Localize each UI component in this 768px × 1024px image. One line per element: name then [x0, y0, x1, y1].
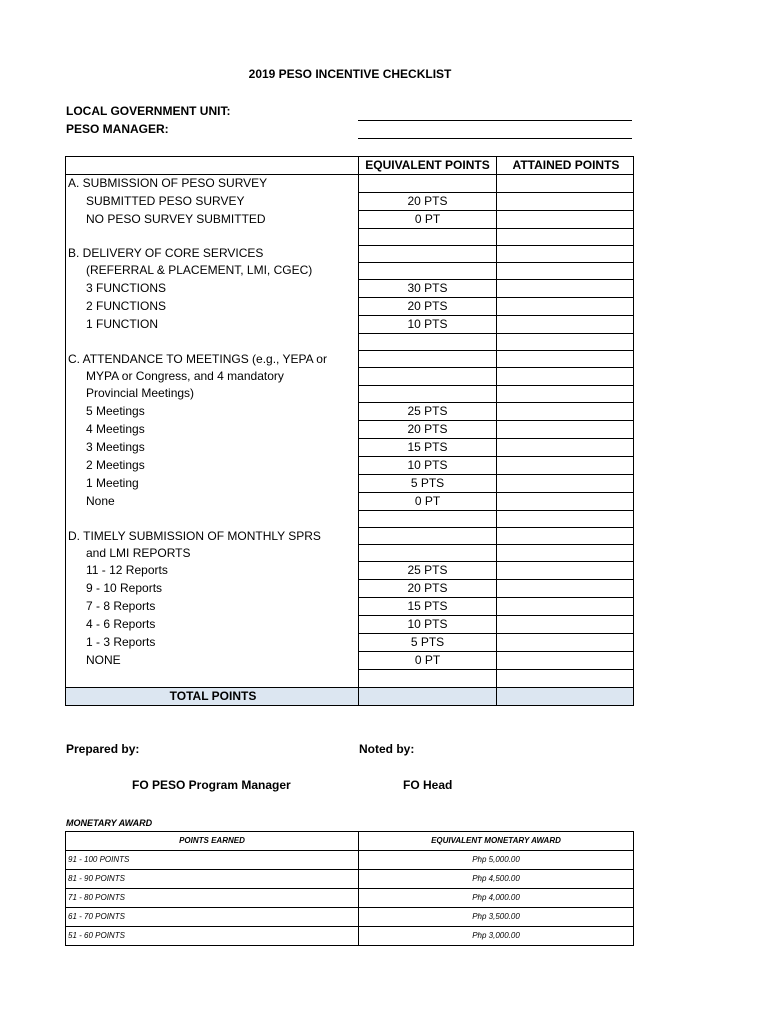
criteria-label: 4 - 6 Reports: [66, 616, 359, 634]
criteria-label: [66, 228, 359, 245]
equivalent-points-cell: 10 PTS: [359, 456, 497, 474]
table-row: [66, 580, 634, 598]
equivalent-points-cell: 0 PT: [359, 492, 497, 510]
attained-points-cell[interactable]: [497, 351, 634, 368]
attained-points-cell[interactable]: [497, 580, 634, 598]
criteria-label: 4 Meetings: [66, 420, 359, 438]
criteria-label: C. ATTENDANCE TO MEETINGS (e.g., YEPA or: [66, 351, 359, 368]
table-row: [66, 351, 634, 368]
table-row: [66, 298, 634, 316]
attained-points-cell[interactable]: [497, 420, 634, 438]
attained-points-cell[interactable]: [497, 228, 634, 245]
checklist-table: [65, 156, 634, 706]
table-row: [66, 634, 634, 652]
equivalent-points-cell: 5 PTS: [359, 474, 497, 492]
attained-points-cell[interactable]: [497, 316, 634, 334]
table-row: [66, 492, 634, 510]
table-row: [66, 245, 634, 262]
column-header-item: [66, 157, 359, 175]
criteria-label: A. SUBMISSION OF PESO SURVEY: [66, 175, 359, 193]
table-row: [66, 210, 634, 228]
equivalent-points-cell: 20 PTS: [359, 420, 497, 438]
table-row: [66, 334, 634, 351]
table-row: [66, 262, 634, 279]
criteria-label: D. TIMELY SUBMISSION OF MONTHLY SPRS: [66, 528, 359, 545]
table-row: [66, 456, 634, 474]
table-row: [66, 280, 634, 298]
equivalent-points-cell: 30 PTS: [359, 280, 497, 298]
criteria-label: 7 - 8 Reports: [66, 598, 359, 616]
peso-manager-field-line[interactable]: [358, 138, 632, 139]
criteria-label: 3 Meetings: [66, 438, 359, 456]
attained-points-cell[interactable]: [497, 474, 634, 492]
equivalent-points-cell: 0 PT: [359, 652, 497, 670]
equivalent-points-cell: 15 PTS: [359, 598, 497, 616]
page-title: 2019 PESO INCENTIVE CHECKLIST: [248, 67, 452, 81]
noted-by-name: FO Head: [403, 778, 453, 792]
points-earned-cell: 91 - 100 POINTS: [66, 851, 359, 870]
monetary-row: [66, 927, 634, 946]
peso-manager-label: PESO MANAGER:: [66, 122, 169, 136]
prepared-by-label: Prepared by:: [66, 742, 140, 756]
table-row: [66, 510, 634, 527]
monetary-award-cell: Php 3,000.00: [359, 927, 634, 946]
total-equivalent-cell: [359, 687, 497, 705]
equivalent-points-cell: [359, 385, 497, 402]
monetary-award-cell: Php 4,500.00: [359, 870, 634, 889]
attained-points-cell[interactable]: [497, 175, 634, 193]
attained-points-cell[interactable]: [497, 598, 634, 616]
lgu-field-line[interactable]: [358, 120, 632, 121]
table-row: [66, 420, 634, 438]
table-row: [66, 528, 634, 545]
table-row: [66, 545, 634, 562]
monetary-header-row: [66, 832, 634, 851]
equivalent-points-cell: [359, 262, 497, 279]
column-header-monetary-award: EQUIVALENT MONETARY AWARD: [359, 832, 634, 851]
criteria-label: 2 FUNCTIONS: [66, 298, 359, 316]
attained-points-cell[interactable]: [497, 334, 634, 351]
table-row: [66, 474, 634, 492]
criteria-label: 1 - 3 Reports: [66, 634, 359, 652]
criteria-label: (REFERRAL & PLACEMENT, LMI, CGEC): [66, 262, 359, 279]
table-row: [66, 316, 634, 334]
table-row: [66, 562, 634, 580]
criteria-label: SUBMITTED PESO SURVEY: [66, 192, 359, 210]
equivalent-points-cell: [359, 245, 497, 262]
criteria-label: and LMI REPORTS: [66, 545, 359, 562]
monetary-award-cell: Php 5,000.00: [359, 851, 634, 870]
table-row: [66, 368, 634, 385]
equivalent-points-cell: [359, 351, 497, 368]
noted-by-label: Noted by:: [359, 742, 415, 756]
monetary-award-cell: Php 3,500.00: [359, 908, 634, 927]
monetary-row: [66, 889, 634, 908]
attained-points-cell[interactable]: [497, 616, 634, 634]
monetary-row: [66, 851, 634, 870]
equivalent-points-cell: 10 PTS: [359, 616, 497, 634]
criteria-label: 3 FUNCTIONS: [66, 280, 359, 298]
monetary-award-cell: Php 4,000.00: [359, 889, 634, 908]
monetary-award-table: [65, 831, 634, 946]
equivalent-points-cell: 15 PTS: [359, 438, 497, 456]
attained-points-cell[interactable]: [497, 298, 634, 316]
monetary-row: [66, 870, 634, 889]
criteria-label: NO PESO SURVEY SUBMITTED: [66, 210, 359, 228]
column-header-equivalent-points: EQUIVALENT POINTS: [359, 157, 497, 175]
equivalent-points-cell: [359, 528, 497, 545]
attained-points-cell[interactable]: [497, 634, 634, 652]
table-row: [66, 175, 634, 193]
attained-points-cell[interactable]: [497, 545, 634, 562]
attained-points-cell[interactable]: [497, 562, 634, 580]
table-header-row: [66, 157, 634, 175]
criteria-label: 2 Meetings: [66, 456, 359, 474]
table-row: [66, 670, 634, 687]
monetary-row: [66, 908, 634, 927]
total-attained-cell[interactable]: [497, 687, 634, 705]
monetary-award-title: MONETARY AWARD: [66, 818, 153, 828]
equivalent-points-cell: 5 PTS: [359, 634, 497, 652]
equivalent-points-cell: [359, 545, 497, 562]
prepared-by-name: FO PESO Program Manager: [132, 778, 291, 792]
table-row: [66, 598, 634, 616]
points-earned-cell: 81 - 90 POINTS: [66, 870, 359, 889]
table-row: [66, 616, 634, 634]
table-row: [66, 402, 634, 420]
attained-points-cell[interactable]: [497, 510, 634, 527]
lgu-label: LOCAL GOVERNMENT UNIT:: [66, 104, 231, 118]
criteria-label: [66, 670, 359, 687]
equivalent-points-cell: [359, 510, 497, 527]
table-row: [66, 652, 634, 670]
column-header-attained-points: ATTAINED POINTS: [497, 157, 634, 175]
table-row: [66, 438, 634, 456]
points-earned-cell: 61 - 70 POINTS: [66, 908, 359, 927]
table-row: [66, 192, 634, 210]
attained-points-cell[interactable]: [497, 368, 634, 385]
attained-points-cell[interactable]: [497, 438, 634, 456]
attained-points-cell[interactable]: [497, 280, 634, 298]
attained-points-cell[interactable]: [497, 652, 634, 670]
equivalent-points-cell: [359, 228, 497, 245]
criteria-label: 11 - 12 Reports: [66, 562, 359, 580]
equivalent-points-cell: 20 PTS: [359, 192, 497, 210]
equivalent-points-cell: 25 PTS: [359, 562, 497, 580]
attained-points-cell[interactable]: [497, 670, 634, 687]
column-header-points-earned: POINTS EARNED: [66, 832, 359, 851]
attained-points-cell[interactable]: [497, 385, 634, 402]
total-points-label: TOTAL POINTS: [66, 687, 359, 705]
table-row: [66, 385, 634, 402]
table-row: [66, 228, 634, 245]
criteria-label: [66, 334, 359, 351]
attained-points-cell[interactable]: [497, 245, 634, 262]
attained-points-cell[interactable]: [497, 192, 634, 210]
criteria-label: 1 FUNCTION: [66, 316, 359, 334]
criteria-label: NONE: [66, 652, 359, 670]
criteria-label: B. DELIVERY OF CORE SERVICES: [66, 245, 359, 262]
criteria-label: [66, 510, 359, 527]
total-row: [66, 687, 634, 705]
equivalent-points-cell: 20 PTS: [359, 580, 497, 598]
equivalent-points-cell: [359, 175, 497, 193]
equivalent-points-cell: 0 PT: [359, 210, 497, 228]
criteria-label: None: [66, 492, 359, 510]
equivalent-points-cell: [359, 368, 497, 385]
attained-points-cell[interactable]: [497, 492, 634, 510]
criteria-label: 5 Meetings: [66, 402, 359, 420]
equivalent-points-cell: 10 PTS: [359, 316, 497, 334]
attained-points-cell[interactable]: [497, 210, 634, 228]
points-earned-cell: 71 - 80 POINTS: [66, 889, 359, 908]
attained-points-cell[interactable]: [497, 456, 634, 474]
attained-points-cell[interactable]: [497, 402, 634, 420]
points-earned-cell: 51 - 60 POINTS: [66, 927, 359, 946]
equivalent-points-cell: [359, 334, 497, 351]
attained-points-cell[interactable]: [497, 262, 634, 279]
criteria-label: MYPA or Congress, and 4 mandatory: [66, 368, 359, 385]
criteria-label: Provincial Meetings): [66, 385, 359, 402]
equivalent-points-cell: [359, 670, 497, 687]
criteria-label: 9 - 10 Reports: [66, 580, 359, 598]
attained-points-cell[interactable]: [497, 528, 634, 545]
equivalent-points-cell: 25 PTS: [359, 402, 497, 420]
equivalent-points-cell: 20 PTS: [359, 298, 497, 316]
criteria-label: 1 Meeting: [66, 474, 359, 492]
